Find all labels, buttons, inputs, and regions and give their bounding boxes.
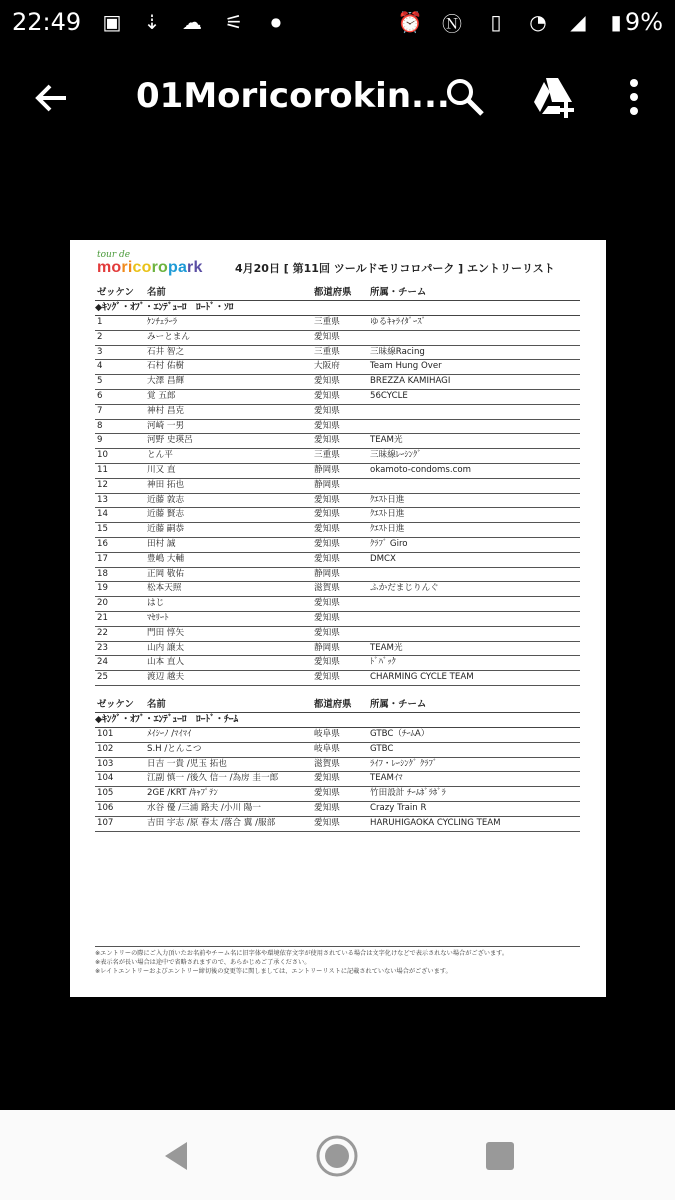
table-row (95, 479, 580, 494)
bib-number: 22 (97, 627, 108, 638)
team-name: Team Hung Over (370, 361, 442, 372)
table-header: ゼッケン 名前 都道府県 所属・チーム (95, 286, 580, 301)
prefecture: 岐阜県 (314, 743, 340, 754)
team-name: Crazy Train R (370, 802, 427, 813)
entrant-name: 近藤 賢志 (147, 509, 185, 520)
team-name: HARUHIGAOKA CYCLING TEAM (370, 817, 501, 828)
nav-recents-icon[interactable] (478, 1134, 522, 1178)
battery-level: 9% (624, 8, 663, 36)
system-nav-bar (0, 1110, 675, 1200)
team-name: 56CYCLE (370, 390, 408, 401)
team-name: 三昧線Racing (370, 346, 425, 357)
bib-number: 101 (97, 729, 114, 739)
bib-number: 8 (97, 420, 103, 431)
table-row (95, 671, 580, 686)
bib-number: 103 (97, 758, 114, 769)
team-name: DMCX (370, 553, 396, 564)
more-options-icon[interactable] (616, 74, 652, 120)
team-name: 三昧線ﾚｰｼﾝｸﾞ (370, 450, 422, 461)
prefecture: 三重県 (314, 346, 340, 357)
download-icon: ⇣ (143, 10, 161, 34)
entrant-name: 石村 佑樹 (147, 361, 185, 372)
bib-number: 16 (97, 538, 108, 549)
table-row (95, 627, 580, 642)
prefecture: 愛知県 (314, 672, 340, 683)
bib-number: 107 (97, 817, 114, 828)
bib-number: 1 (97, 317, 103, 327)
prefecture: 愛知県 (314, 627, 340, 638)
bib-number: 5 (97, 376, 103, 387)
entrant-name: 大澤 昌輝 (147, 376, 185, 387)
document-title: 01Moricorokin... (136, 76, 450, 116)
prefecture: 愛知県 (314, 376, 340, 387)
prefecture: 愛知県 (314, 420, 340, 431)
signal-icon: ◢ (570, 10, 586, 34)
solo-entry-table (95, 286, 580, 686)
table-row (95, 316, 580, 331)
prefecture: 愛知県 (314, 390, 340, 401)
table-row (95, 612, 580, 627)
team-name: ゆるｷｬﾗｲﾀﾞｰｽﾞ (370, 317, 426, 327)
status-bar (0, 0, 675, 46)
back-arrow-icon[interactable] (30, 76, 74, 120)
table-row (95, 420, 580, 435)
entrant-name: 近藤 敦志 (147, 494, 185, 505)
entrant-name: みーとまん (147, 331, 190, 342)
table-row (95, 538, 580, 553)
prefecture: 静岡県 (314, 568, 340, 579)
prefecture: 愛知県 (314, 817, 340, 828)
entrant-name: 水谷 優 /三浦 路夫 /小川 陽一 (147, 802, 261, 813)
gallery-icon: ▣ (102, 10, 122, 34)
entrant-name: 松本天照 (147, 583, 182, 594)
entrant-name: 門田 惇矢 (147, 627, 185, 638)
table-row (95, 787, 580, 802)
team-name: ｸｴｽﾄ日進 (370, 509, 405, 520)
table-row (95, 434, 580, 449)
prefecture: 愛知県 (314, 553, 340, 564)
battery-icon: ▮ (610, 10, 622, 34)
bib-number: 20 (97, 598, 108, 609)
entrant-name: ﾒｲｼｰﾉ /ﾏｲﾏｲ (147, 729, 192, 739)
entrant-name: 吉田 宇志 /原 春太 /落合 翼 /服部 (147, 817, 276, 828)
table-row (95, 449, 580, 464)
table-row (95, 553, 580, 568)
status-time: 22:49 (12, 8, 82, 36)
bib-number: 4 (97, 361, 103, 372)
entrant-name: 神田 拓也 (147, 479, 185, 490)
team-name: CHARMING CYCLE TEAM (370, 672, 474, 683)
entrant-name: S.H /とんこつ (147, 743, 202, 754)
team-name: TEAMｲﾏ (370, 773, 403, 784)
bib-number: 15 (97, 524, 108, 535)
prefecture: 滋賀県 (314, 583, 340, 594)
prefecture: 静岡県 (314, 464, 340, 475)
prefecture: 静岡県 (314, 479, 340, 490)
prefecture: 岐阜県 (314, 729, 340, 739)
prefecture: 愛知県 (314, 331, 340, 342)
team-name: GTBC（ﾁｰﾑA） (370, 729, 430, 739)
entrant-name: 2GE /KRT /ｷｬﾌﾟﾃﾝ (147, 788, 218, 799)
search-icon[interactable] (442, 74, 488, 120)
bib-number: 6 (97, 390, 103, 401)
entrant-name: 渡辺 越夫 (147, 672, 185, 683)
entrant-name: 近藤 嗣恭 (147, 524, 185, 535)
table-row (95, 728, 580, 743)
team-name: GTBC (370, 743, 394, 754)
solo-rows (95, 316, 580, 686)
table-row (95, 758, 580, 773)
table-row (95, 656, 580, 671)
footer-notes (95, 946, 580, 976)
team-name: TEAM光 (370, 435, 403, 446)
entrant-name: 山内 譲太 (147, 642, 185, 653)
table-row (95, 346, 580, 361)
app-bar (0, 56, 675, 140)
entrant-name: 山本 直人 (147, 657, 185, 668)
prefecture: 愛知県 (314, 788, 340, 799)
bib-number: 10 (97, 450, 108, 461)
bib-number: 17 (97, 553, 108, 564)
solo-section-title: ◆ｷﾝｸﾞ・ｵﾌﾞ・ｴﾝﾃﾞｭｰﾛ ﾛｰﾄﾞ・ｿﾛ (95, 301, 580, 316)
table-row (95, 772, 580, 787)
prefecture: 三重県 (314, 450, 340, 461)
wifi-calling-icon: ⚟ (225, 10, 243, 34)
bib-number: 23 (97, 642, 108, 653)
nav-home-icon[interactable] (315, 1134, 359, 1178)
entrant-name: はじ (147, 598, 165, 609)
bib-number: 19 (97, 583, 108, 594)
bib-number: 25 (97, 672, 108, 683)
bib-number: 105 (97, 788, 114, 799)
entrant-name: とん平 (147, 450, 173, 461)
entrant-name: 日吉 一貴 /児玉 拓也 (147, 758, 227, 769)
prefecture: 愛知県 (314, 612, 340, 623)
entrant-name: 川又 直 (147, 464, 176, 475)
table-row (95, 523, 580, 538)
bib-number: 9 (97, 435, 103, 446)
entrant-name: 石井 智之 (147, 346, 185, 357)
alarm-icon: ⏰ (397, 10, 423, 34)
moricoropark-logo: tour de moricoropark (97, 250, 203, 276)
bib-number: 7 (97, 405, 103, 416)
nfc-icon: Ⓝ (442, 11, 462, 36)
table-row (95, 568, 580, 583)
prefecture: 大阪府 (314, 361, 340, 372)
prefecture: 愛知県 (314, 524, 340, 535)
prefecture: 愛知県 (314, 773, 340, 784)
table-row (95, 508, 580, 523)
entrant-name: 河崎 一男 (147, 420, 185, 431)
team-rows (95, 728, 580, 832)
prefecture: 三重県 (314, 317, 340, 327)
team-name: okamoto-condoms.com (370, 464, 471, 475)
entrant-name: ｹﾝﾁｪﾗｰﾗ (147, 317, 178, 327)
prefecture: 愛知県 (314, 802, 340, 813)
bib-number: 14 (97, 509, 108, 520)
entrant-name: 豊嶋 大輔 (147, 553, 185, 564)
team-name: ｸｴｽﾄ日進 (370, 524, 405, 535)
team-name: ﾗｲﾌ・ﾚｰｼﾝｸﾞ ｸﾗﾌﾞ (370, 758, 438, 769)
table-row (95, 743, 580, 758)
team-section-title: ◆ｷﾝｸﾞ・ｵﾌﾞ・ｴﾝﾃﾞｭｰﾛ ﾛｰﾄﾞ・ﾁｰﾑ (95, 713, 580, 728)
bib-number: 104 (97, 773, 114, 784)
team-name: 竹田設計 ﾁｰﾑﾎﾞﾗﾎﾞﾗ (370, 788, 446, 799)
bib-number: 12 (97, 479, 108, 490)
team-name: ｸｴｽﾄ日進 (370, 494, 405, 505)
prefecture: 静岡県 (314, 642, 340, 653)
table-row (95, 375, 580, 390)
bib-number: 13 (97, 494, 108, 505)
bib-number: 102 (97, 743, 114, 754)
bib-number: 18 (97, 568, 108, 579)
table-row (95, 817, 580, 832)
table-header: ゼッケン 名前 都道府県 所属・チーム (95, 698, 580, 713)
weather-icon: ☁ (182, 10, 202, 34)
nav-back-icon[interactable] (155, 1134, 199, 1178)
table-row (95, 582, 580, 597)
table-row (95, 360, 580, 375)
prefecture: 愛知県 (314, 598, 340, 609)
bib-number: 3 (97, 346, 103, 357)
table-row (95, 331, 580, 346)
table-row (95, 390, 580, 405)
table-row (95, 642, 580, 657)
wifi-icon: ◔ (529, 10, 547, 34)
entrant-name: 江副 慎一 /後久 信一 /為房 圭一郎 (147, 773, 279, 784)
prefecture: 愛知県 (314, 657, 340, 668)
bib-number: 21 (97, 612, 108, 623)
table-row (95, 464, 580, 479)
entrant-name: ﾏｾﾘｰﾄ (147, 612, 169, 623)
bib-number: 2 (97, 331, 103, 342)
prefecture: 愛知県 (314, 405, 340, 416)
footer-note: ※レイトエントリーおよびエントリー締切後の変更等に関しましては、エントリーリストに記載されていない場合がございます。 (95, 968, 452, 975)
team-name: ふかだまじりんぐ (370, 583, 439, 594)
prefecture: 愛知県 (314, 494, 340, 505)
prefecture: 愛知県 (314, 435, 340, 446)
table-row (95, 802, 580, 817)
team-name: ｸﾗﾌﾞ Giro (370, 538, 408, 549)
entrant-name: 河野 史瑛呂 (147, 435, 193, 446)
team-name: ﾄﾞﾊﾞｯｸ (370, 657, 396, 668)
bib-number: 24 (97, 657, 108, 668)
entrant-name: 田村 誠 (147, 538, 176, 549)
entrant-name: 正岡 敬佑 (147, 568, 185, 579)
table-row (95, 405, 580, 420)
prefecture: 愛知県 (314, 509, 340, 520)
table-row (95, 597, 580, 612)
add-to-drive-icon[interactable] (530, 72, 578, 120)
bib-number: 106 (97, 802, 114, 813)
vibrate-icon: ▯ (490, 10, 502, 34)
document-page (70, 240, 606, 997)
team-name: TEAM光 (370, 642, 403, 653)
entrant-name: 神村 昌克 (147, 405, 185, 416)
table-row (95, 494, 580, 509)
footer-note: ※エントリーの際にご入力頂いたお名前やチーム名に旧字体や環境依存文字が使用されている場合は文字化けなどで表示されない場合がございます。 (95, 950, 509, 957)
prefecture: 愛知県 (314, 538, 340, 549)
prefecture: 滋賀県 (314, 758, 340, 769)
team-name: BREZZA KAMIHAGI (370, 376, 451, 387)
footer-note: ※表示名が長い場合は途中で省略されますので、あらかじめご了承ください。 (95, 959, 311, 966)
entrant-name: 覚 五郎 (147, 390, 176, 401)
team-entry-table (95, 698, 580, 832)
entry-list-title: 4月20日 [ 第11回 ツールドモリコロパーク ] エントリーリスト (235, 262, 555, 275)
bib-number: 11 (97, 464, 108, 475)
dot-icon: ● (270, 15, 282, 29)
